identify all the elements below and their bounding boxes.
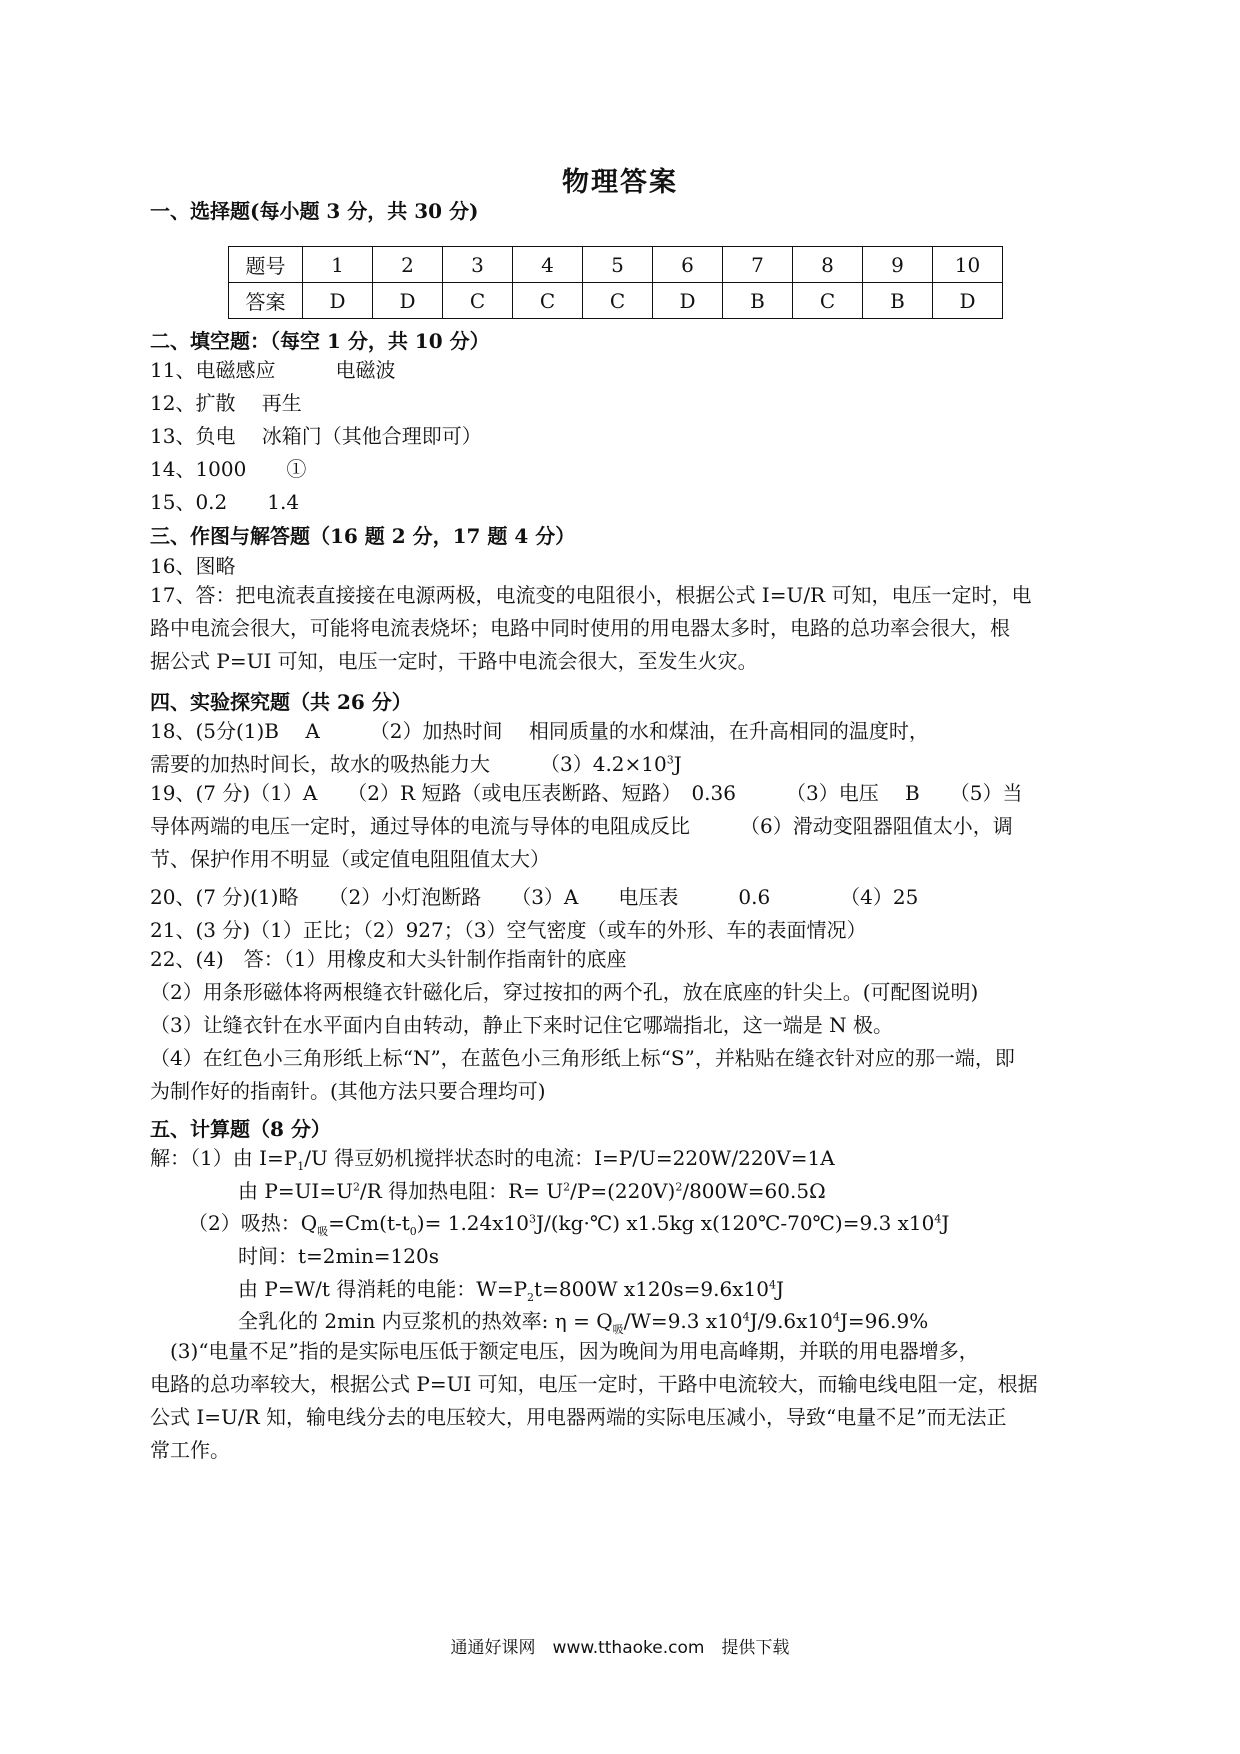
answer-cell: D (653, 283, 723, 319)
line-text: 全乳化的 2min 内豆浆机的热效率: η = Q (238, 1309, 613, 1333)
question-number: 7 (723, 247, 793, 283)
question-number: 6 (653, 247, 723, 283)
answer-line-14: 14、1000 ① (150, 457, 307, 481)
superscript: 2 (563, 1180, 571, 1194)
answer-cell: B (863, 283, 933, 319)
answer-line-21: 21、(3 分)（1）正比；（2）927；（3）空气密度（或车的外形、车的表面情况） (150, 918, 867, 942)
solution-line-2c (238, 1276, 784, 1302)
paragraph-line: （4）在红色小三角形纸上标“N”，在蓝色小三角形纸上标“S”，并粘贴在缝衣针对应的那一端，即 (150, 1046, 1015, 1070)
question-number: 2 (373, 247, 443, 283)
answer-cell: C (443, 283, 513, 319)
line-text: J/9.6x10 (749, 1309, 833, 1333)
solution-line-1a (150, 1145, 835, 1171)
line-text: 由 P=W/t 得消耗的电能：W=P (238, 1277, 528, 1301)
answer-cell: C (793, 283, 863, 319)
line-text: =Cm(t-t (328, 1211, 410, 1235)
answer-paragraph-19 (150, 777, 1095, 876)
superscript: 4 (768, 1278, 776, 1292)
subscript: 吸 (317, 1225, 329, 1238)
question-number: 8 (793, 247, 863, 283)
table-row-answers (229, 283, 1003, 319)
line-text: J=96.9% (839, 1309, 929, 1333)
question-number: 10 (933, 247, 1003, 283)
question-number: 4 (513, 247, 583, 283)
paragraph-line: （3）让缝衣针在水平面内自由转动，静止下来时记住它哪端指北，这一端是 N 极。 (150, 1013, 893, 1037)
paragraph-line: 路中电流会很大，可能将电流表烧坏；电路中同时使用的用电器太多时，电路的总功率会很大，根 (150, 616, 1010, 640)
question-number: 1 (303, 247, 373, 283)
subscript: 2 (527, 1291, 535, 1304)
paragraph-line: （2）用条形磁体将两根缝衣针磁化后，穿过按扣的两个孔，放在底座的针尖上。(可配图说明) (150, 980, 979, 1004)
answer-cell: C (583, 283, 653, 319)
answer-line-16: 16、图略 (150, 554, 236, 578)
section5-heading: 五、计算题（8 分） (150, 1117, 331, 1141)
question-number: 5 (583, 247, 653, 283)
row-label-question: 题号 (229, 247, 303, 283)
paragraph-line: 电路的总功率较大，根据公式 P=UI 可知，电压一定时，干路中电流较大，而输电线电阻一定，根据 (150, 1372, 1038, 1396)
line-text: /P=(220V) (570, 1179, 676, 1203)
answer-cell: D (303, 283, 373, 319)
paragraph-line: 常工作。 (150, 1438, 230, 1462)
paragraph-line: 19、(7 分)（1）A （2）R 短路（或电压表断路、短路） 0.36 （3）电压 B （5）当 (150, 781, 1023, 805)
section1-heading: 一、选择题(每小题 3 分，共 30 分) (150, 199, 479, 223)
line-text: J (775, 1277, 784, 1301)
paragraph-line: 为制作好的指南针。(其他方法只要合理均可) (150, 1079, 546, 1103)
solution-line-2a (188, 1210, 949, 1236)
answer-paragraph-22 (150, 943, 1095, 1108)
paragraph-line: 据公式 P=UI 可知，电压一定时，干路中电流会很大，至发生火灾。 (150, 649, 758, 673)
paragraph-line: (3)“电量不足”指的是实际电压低于额定电压，因为晚间为用电高峰期，并联的用电器增多， (150, 1339, 979, 1363)
answer-line-13: 13、负电 冰箱门（其他合理即可） (150, 424, 482, 448)
line-text: /R 得加热电阻：R= U (359, 1179, 564, 1203)
section3-heading: 三、作图与解答题（16 题 2 分，17 题 4 分） (150, 524, 576, 548)
line-text: 由 P=UI=U (238, 1179, 353, 1203)
answer-line-18a: 18、(5分(1)B A （2）加热时间 相同质量的水和煤油，在升高相同的温度时， (150, 719, 929, 743)
superscript: 3 (528, 1212, 536, 1226)
answer-line-12: 12、扩散 再生 (150, 391, 302, 415)
solution-paragraph-3 (150, 1335, 1095, 1467)
line-text: /U 得豆奶机搅拌状态时的电流：I=P/U=220W/220V=1A (304, 1146, 835, 1170)
solution-line-1b (238, 1178, 826, 1204)
paragraph-line: 导体两端的电压一定时，通过导体的电流与导体的电阻成反比 （6）滑动变阻器阻值太小，调 (150, 814, 1013, 838)
subscript: 0 (409, 1225, 417, 1238)
line-text: 需要的加热时间长，故水的吸热能力大 （3）4.2×10 (150, 752, 667, 776)
answer-line-20: 20、(7 分)(1)略 （2）小灯泡断路 （3）A 电压表 0.6 （4）25 (150, 885, 919, 909)
answer-cell: C (513, 283, 583, 319)
paragraph-line: 公式 I=U/R 知，输电线分去的电压较大，用电器两端的实际电压减小，导致“电量不足”而无法正 (150, 1405, 1007, 1429)
line-text: 解：（1）由 I=P (150, 1146, 298, 1170)
section4-heading: 四、实验探究题（共 26 分） (150, 690, 412, 714)
question-number: 9 (863, 247, 933, 283)
solution-line-2d (238, 1308, 928, 1334)
line-text: J (941, 1211, 950, 1235)
paragraph-line: 节、保护作用不明显（或定值电阻阻值太大） (150, 847, 550, 871)
question-number: 3 (443, 247, 513, 283)
answer-paragraph-17 (150, 579, 1095, 678)
paragraph-line: 17、答：把电流表直接接在电源两极，电流变的电阻很小，根据公式 I=U/R 可知，电压一定时，电 (150, 583, 1032, 607)
answer-cell: D (373, 283, 443, 319)
line-text: /800W=60.5Ω (682, 1179, 826, 1203)
row-label-answer: 答案 (229, 283, 303, 319)
solution-line-2b: 时间：t=2min=120s (238, 1244, 439, 1268)
answer-line-18b (150, 751, 682, 777)
answer-line-11: 11、电磁感应 电磁波 (150, 358, 396, 382)
line-text: /W=9.3 x10 (623, 1309, 743, 1333)
answer-cell: D (933, 283, 1003, 319)
paragraph-line: 22、(4) 答：（1）用橡皮和大头针制作指南针的底座 (150, 947, 627, 971)
subscript: 1 (297, 1160, 305, 1173)
answer-line-15: 15、0.2 1.4 (150, 490, 300, 514)
superscript: 4 (742, 1310, 750, 1324)
superscript: 4 (832, 1310, 840, 1324)
superscript: 2 (352, 1180, 360, 1194)
line-text: （2）吸热：Q (188, 1211, 318, 1235)
superscript: 4 (934, 1212, 942, 1226)
section2-heading: 二、填空题：（每空 1 分，共 10 分） (150, 329, 490, 353)
answer-cell: B (723, 283, 793, 319)
line-text: J/(kg·℃) x1.5kg x(120℃-70℃)=9.3 x10 (535, 1211, 935, 1235)
page-title: 物理答案 (562, 167, 678, 198)
answer-table (228, 246, 1003, 319)
line-text: )= 1.24x10 (416, 1211, 529, 1235)
subscript: 吸 (612, 1323, 624, 1336)
table-row-questions (229, 247, 1003, 283)
unit-text: J (673, 752, 682, 776)
footer-credit: 通通好课网 www.tthaoke.com 提供下载 (450, 1638, 790, 1658)
superscript: 2 (675, 1180, 683, 1194)
superscript: 3 (666, 753, 674, 767)
line-text: t=800W x120s=9.6x10 (534, 1277, 769, 1301)
